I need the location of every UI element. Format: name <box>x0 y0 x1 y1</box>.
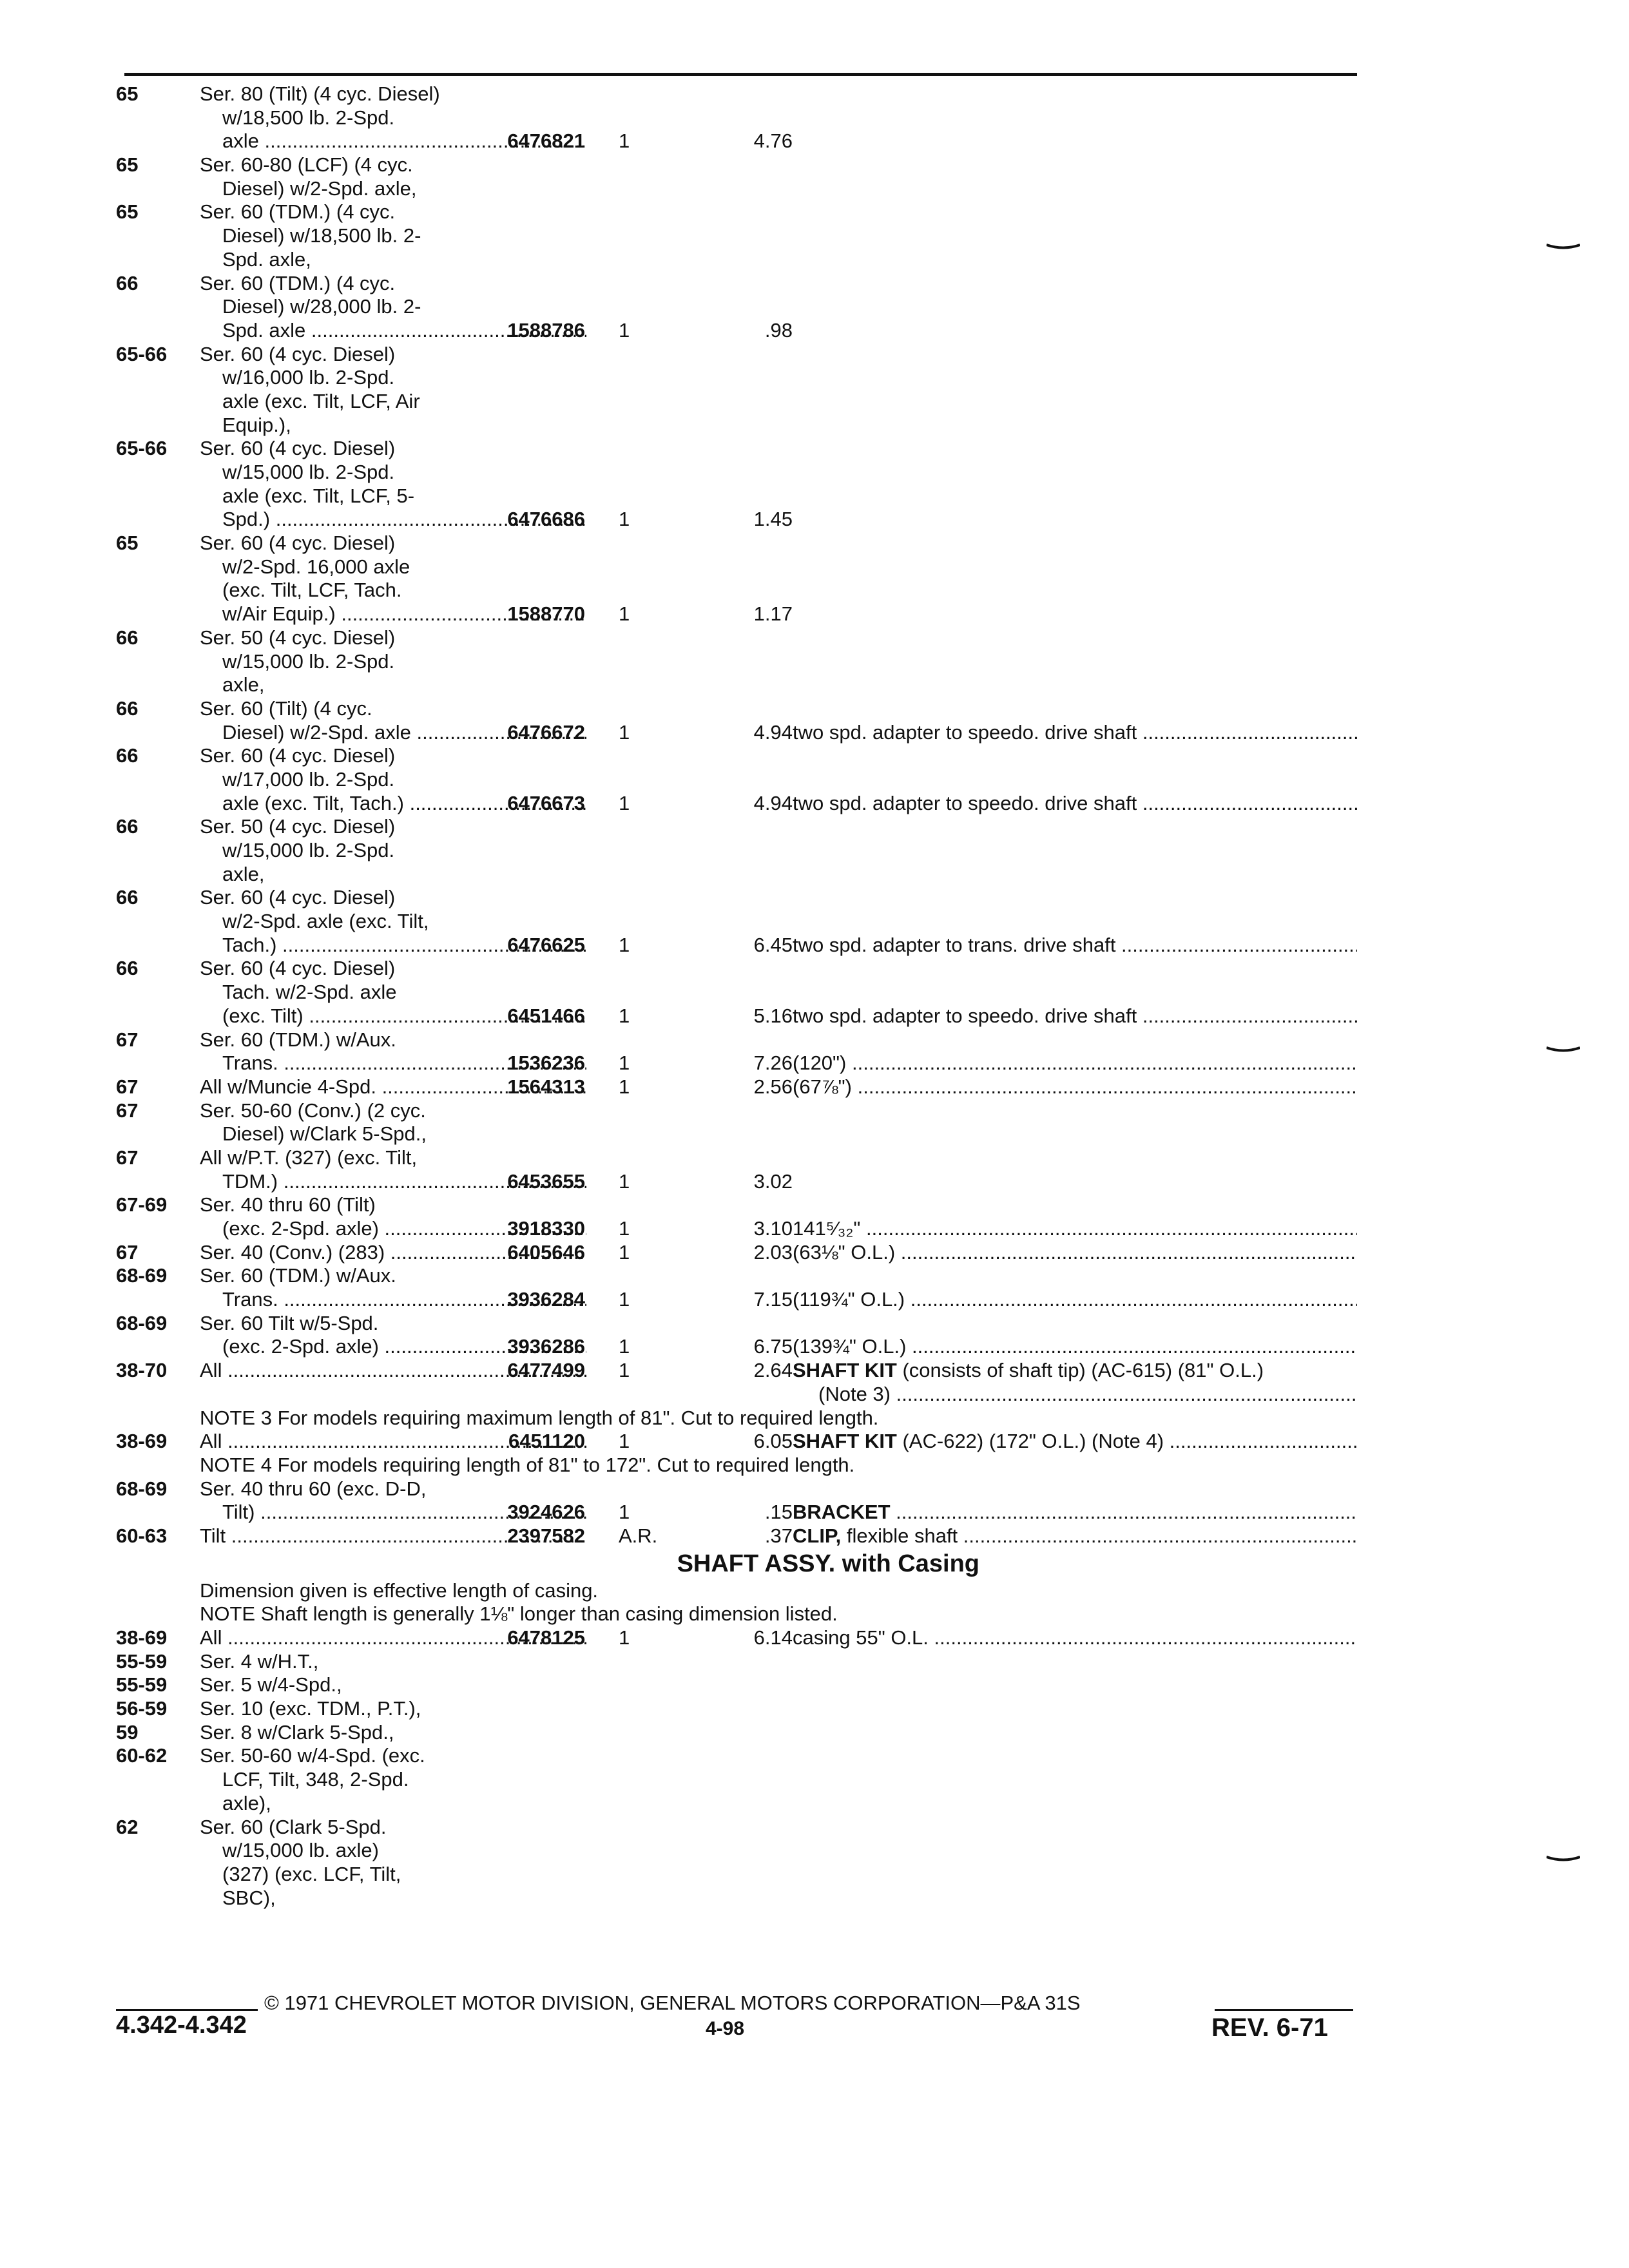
model-description: w/15,000 lb. 2-Spd. <box>222 461 395 483</box>
year-range: 65 <box>116 532 139 555</box>
year-range: 65 <box>116 82 139 105</box>
model-description: Ser. 60 (4 cyc. Diesel) <box>200 437 396 460</box>
item-notes <box>793 1052 1357 1075</box>
quantity: 1 <box>619 1240 630 1264</box>
catalog-row <box>116 343 1366 367</box>
item-notes <box>793 1359 1357 1383</box>
model-description: (exc. Tilt) ..... <box>222 1004 586 1028</box>
page-id: 4.342-4.342 <box>116 2012 247 2039</box>
item-notes <box>793 1430 1357 1454</box>
item-notes <box>793 1288 1357 1312</box>
catalog-row <box>116 1839 1366 1863</box>
model-description: w/2-Spd. axle (exc. Tilt, <box>222 910 429 933</box>
quantity: 1 <box>619 318 630 341</box>
note-3 <box>116 1407 1366 1430</box>
item-note-text: (63⅛" O.L.) <box>793 1240 896 1264</box>
section-note-2-text: NOTE Shaft length is generally 1⅛" longer than casing dimension listed. <box>200 1602 838 1626</box>
year-range: 65 <box>116 153 139 177</box>
catalog-row <box>116 1863 1366 1887</box>
item-notes <box>793 1217 1357 1241</box>
item-notes <box>793 1524 1357 1548</box>
catalog-row <box>116 839 1366 863</box>
quantity: 1 <box>619 1626 630 1649</box>
model-description: axle (exc. Tilt, Tach.) ..... <box>222 792 586 816</box>
year-range: 65 <box>116 200 139 224</box>
model-description: axle), <box>222 1791 271 1814</box>
item-notes <box>818 1383 1357 1407</box>
catalog-row <box>116 366 1366 390</box>
part-number: 3918330 <box>507 1217 585 1240</box>
year-range: 66 <box>116 957 139 980</box>
catalog-row <box>116 957 1366 981</box>
model-description: All w/Muncie 4-Spd. ..... <box>200 1075 586 1099</box>
model-description: Tach.) ..... <box>222 934 586 957</box>
model-description: Diesel) w/Clark 5-Spd., <box>222 1122 427 1146</box>
revision-label: REV. 6-71 <box>1211 2013 1328 2042</box>
part-number: 1564313 <box>507 1075 585 1098</box>
part-number: 6476673 <box>507 791 585 814</box>
item-note-text: (AC-622) (172" O.L.) (Note 4) <box>896 1430 1164 1453</box>
catalog-row <box>116 1146 1366 1170</box>
year-range: 38-69 <box>116 1626 168 1649</box>
part-number: 6451120 <box>508 1430 585 1453</box>
section-header <box>116 1548 1366 1579</box>
catalog-row <box>116 295 1366 319</box>
catalog-row <box>116 673 1366 697</box>
quantity: 1 <box>619 933 630 956</box>
catalog-row <box>116 390 1366 414</box>
model-description: w/17,000 lb. 2-Spd. <box>222 767 395 791</box>
part-number: 3936284 <box>507 1288 585 1311</box>
model-description: Diesel) w/18,500 lb. 2- <box>222 224 421 247</box>
item-note-text: 141⁵⁄₃₂" <box>793 1217 861 1240</box>
catalog-row <box>116 1430 1366 1454</box>
catalog-row <box>116 1744 1366 1768</box>
quantity: 1 <box>619 1217 630 1240</box>
model-description: Ser. 60 (4 cyc. Diesel) <box>200 886 396 909</box>
catalog-row <box>116 82 1366 106</box>
year-range: 68-69 <box>116 1311 168 1334</box>
item-note-text: (Note 3) <box>818 1382 891 1405</box>
catalog-row <box>116 1477 1366 1501</box>
item-note-text: (119¾" O.L.) <box>793 1288 905 1311</box>
item-note-text: (67⅞") <box>793 1075 852 1098</box>
parts-block-speedo-shafts <box>116 82 1366 1407</box>
quantity: 1 <box>619 791 630 814</box>
year-range: 66 <box>116 886 139 909</box>
quantity: 1 <box>619 508 630 531</box>
model-description: Ser. 60 (TDM.) (4 cyc. <box>200 271 396 294</box>
catalog-row <box>116 1052 1366 1075</box>
model-description: Tach. w/2-Spd. axle <box>222 981 397 1004</box>
year-range: 67 <box>116 1099 139 1122</box>
quantity: A.R. <box>619 1524 658 1547</box>
model-description: w/15,000 lb. 2-Spd. <box>222 839 395 861</box>
copyright-line: © 1971 CHEVROLET MOTOR DIVISION, GENERAL MOTORS CORPORATION—P&A 31S <box>264 1992 1081 2014</box>
model-description: axle ..... <box>222 130 586 153</box>
model-description: Ser. 60 (4 cyc. Diesel) <box>200 342 396 365</box>
parts-block-shaft-kit <box>116 1430 1366 1454</box>
item-notes <box>793 1241 1357 1265</box>
model-description: Ser. 60 (TDM.) w/Aux. <box>200 1028 396 1051</box>
model-description: Ser. 50-60 (Conv.) (2 cyc. <box>200 1099 426 1122</box>
catalog-row <box>116 414 1366 437</box>
model-description: Trans. ..... <box>222 1288 586 1312</box>
catalog-row <box>116 1697 1366 1721</box>
model-description: Ser. 50-60 w/4-Spd. (exc. <box>200 1744 425 1767</box>
year-range: 66 <box>116 271 139 294</box>
model-description: w/15,000 lb. axle) <box>222 1839 379 1862</box>
item-note-text: flexible shaft <box>841 1524 958 1547</box>
catalog-row <box>116 1217 1366 1241</box>
catalog-row <box>116 626 1366 650</box>
catalog-row <box>116 1768 1366 1792</box>
item-notes <box>793 721 1357 745</box>
model-description: Ser. 50 (4 cyc. Diesel) <box>200 815 396 838</box>
price: 6.75 <box>753 1335 793 1358</box>
year-range: 67-69 <box>116 1193 168 1216</box>
binding-hole-mark-bottom <box>1547 1856 1580 1862</box>
catalog-row <box>116 910 1366 934</box>
catalog-row <box>116 555 1366 579</box>
part-number: 6478125 <box>507 1626 585 1649</box>
quantity: 1 <box>619 602 630 626</box>
part-number: 6476672 <box>507 720 585 744</box>
catalog-row <box>116 1099 1366 1123</box>
model-description: All ..... <box>200 1359 586 1383</box>
model-description: Ser. 60 (Clark 5-Spd. <box>200 1815 387 1838</box>
catalog-row <box>116 272 1366 296</box>
part-number: 6451466 <box>507 1004 585 1027</box>
catalog-row <box>116 1193 1366 1217</box>
model-description: Ser. 50 (4 cyc. Diesel) <box>200 626 396 649</box>
quantity: 1 <box>619 1004 630 1027</box>
item-name: SHAFT KIT <box>793 1430 897 1453</box>
year-range: 68-69 <box>116 1477 168 1500</box>
model-description: axle, <box>222 673 265 697</box>
section-note-2 <box>116 1602 1366 1626</box>
catalog-row <box>116 1335 1366 1359</box>
catalog-row <box>116 1028 1366 1052</box>
binding-hole-mark-middle <box>1547 1046 1580 1053</box>
model-description: (exc. Tilt, LCF, Tach. <box>222 579 402 602</box>
catalog-row <box>116 248 1366 272</box>
catalog-row <box>116 981 1366 1004</box>
catalog-row <box>116 1816 1366 1840</box>
item-note-text: (139¾" O.L.) <box>793 1335 907 1358</box>
parts-block-shaft-assy <box>116 1626 1366 1910</box>
year-range: 67 <box>116 1146 139 1169</box>
year-range: 59 <box>116 1720 139 1744</box>
footer-rule-right <box>1215 2009 1353 2011</box>
catalog-row <box>116 744 1366 768</box>
price: 4.94 <box>753 791 793 814</box>
price: 3.02 <box>753 1169 793 1193</box>
price: 3.10 <box>753 1217 793 1240</box>
model-description: Ser. 60 (TDM.) w/Aux. <box>200 1264 396 1287</box>
item-notes <box>793 1626 1357 1650</box>
catalog-row <box>116 602 1366 626</box>
catalog-row <box>116 768 1366 792</box>
model-description: (exc. 2-Spd. axle) ..... <box>222 1335 586 1359</box>
catalog-row <box>116 1887 1366 1910</box>
year-range: 55-59 <box>116 1673 168 1696</box>
quantity: 1 <box>619 1169 630 1193</box>
year-range: 66 <box>116 697 139 720</box>
item-note-text: two spd. adapter to trans. drive shaft <box>793 933 1116 956</box>
parts-block-bracket-clip <box>116 1477 1366 1548</box>
quantity: 1 <box>619 1335 630 1358</box>
quantity: 1 <box>619 1052 630 1075</box>
model-description: (exc. 2-Spd. axle) ..... <box>222 1217 586 1241</box>
model-description: All w/P.T. (327) (exc. Tilt, <box>200 1146 418 1169</box>
part-number: 1588786 <box>507 318 585 341</box>
model-description: Tilt ..... <box>200 1524 586 1548</box>
model-description: Ser. 60-80 (LCF) (4 cyc. <box>200 153 413 177</box>
price: 2.64 <box>753 1359 793 1382</box>
model-description: w/Air Equip.) ..... <box>222 602 586 626</box>
year-range: 60-62 <box>116 1744 168 1767</box>
part-number: 3924626 <box>507 1501 585 1524</box>
catalog-row <box>116 437 1366 461</box>
part-number: 6477499 <box>507 1359 585 1382</box>
price: .98 <box>764 318 793 341</box>
model-description: Spd.) ..... <box>222 508 586 532</box>
model-description: Ser. 10 (exc. TDM., P.T.), <box>200 1697 421 1720</box>
item-note-text: (120") <box>793 1052 847 1075</box>
model-description: Spd. axle, <box>222 247 311 271</box>
catalog-row <box>116 1524 1366 1548</box>
item-note-text: (consists of shaft tip) (AC-615) (81" O.L.) <box>896 1359 1264 1382</box>
catalog-row <box>116 721 1366 745</box>
item-name: BRACKET <box>793 1501 891 1524</box>
model-description: axle (exc. Tilt, LCF, Air <box>222 389 420 412</box>
price: .15 <box>764 1501 793 1524</box>
price: 6.14 <box>753 1626 793 1649</box>
catalog-row <box>116 1626 1366 1650</box>
section-note-1 <box>116 1579 1366 1603</box>
part-number: 1536236 <box>507 1052 585 1075</box>
price: 5.16 <box>753 1004 793 1027</box>
year-range: 67 <box>116 1028 139 1051</box>
catalog-row <box>116 697 1366 721</box>
catalog-row <box>116 1241 1366 1265</box>
catalog-row <box>116 106 1366 130</box>
year-range: 60-63 <box>116 1524 168 1547</box>
parts-catalog <box>116 82 1366 1910</box>
catalog-row <box>116 1501 1366 1524</box>
year-range: 65-66 <box>116 342 168 365</box>
catalog-row <box>116 485 1366 508</box>
model-description: Ser. 60 (4 cyc. Diesel) <box>200 957 396 980</box>
catalog-row <box>116 1359 1366 1383</box>
year-range: 38-69 <box>116 1430 168 1453</box>
quantity: 1 <box>619 1430 630 1453</box>
part-number: 1588770 <box>507 602 585 626</box>
catalog-row <box>116 1312 1366 1336</box>
catalog-row <box>116 153 1366 177</box>
catalog-row <box>116 130 1366 153</box>
catalog-row <box>116 934 1366 957</box>
quantity: 1 <box>619 1501 630 1524</box>
price: .37 <box>764 1524 793 1547</box>
footer-rule-left <box>116 2009 258 2011</box>
year-range: 67 <box>116 1240 139 1264</box>
model-description: Ser. 60 (Tilt) (4 cyc. <box>200 697 372 720</box>
model-description: Ser. 4 w/H.T., <box>200 1649 319 1673</box>
note-4-text: NOTE 4 For models requiring length of 81" to 172". Cut to required length. <box>200 1453 855 1476</box>
catalog-row <box>116 177 1366 201</box>
part-number: 6476821 <box>507 130 585 153</box>
part-number: 6405646 <box>507 1240 585 1264</box>
price: 7.26 <box>753 1052 793 1075</box>
model-description: Ser. 40 thru 60 (exc. D-D, <box>200 1477 427 1500</box>
model-description: Trans. ..... <box>222 1052 586 1075</box>
part-number: 6476686 <box>507 508 585 531</box>
year-range: 66 <box>116 815 139 838</box>
model-description: (327) (exc. LCF, Tilt, <box>222 1862 401 1885</box>
catalog-row <box>116 1383 1366 1407</box>
item-name: SHAFT KIT <box>793 1359 897 1382</box>
model-description: TDM.) ..... <box>222 1170 586 1194</box>
catalog-row <box>116 1792 1366 1816</box>
catalog-row <box>116 815 1366 839</box>
model-description: w/2-Spd. 16,000 axle <box>222 555 410 578</box>
part-number: 3936286 <box>507 1335 585 1358</box>
model-description: Diesel) w/28,000 lb. 2- <box>222 295 421 318</box>
model-description: w/18,500 lb. 2-Spd. <box>222 106 395 129</box>
price: 7.15 <box>753 1288 793 1311</box>
section-note-1-text: Dimension given is effective length of casing. <box>200 1579 599 1602</box>
item-notes <box>793 934 1357 957</box>
catalog-row <box>116 650 1366 674</box>
catalog-row <box>116 1673 1366 1697</box>
model-description: Ser. 60 Tilt w/5-Spd. <box>200 1311 379 1334</box>
model-description: Ser. 5 w/4-Spd., <box>200 1673 342 1696</box>
catalog-row <box>116 792 1366 816</box>
binding-hole-mark-top <box>1547 244 1580 250</box>
catalog-row <box>116 1288 1366 1312</box>
catalog-row <box>116 1170 1366 1194</box>
catalog-row <box>116 886 1366 910</box>
model-description: LCF, Tilt, 348, 2-Spd. <box>222 1768 409 1791</box>
note-4 <box>116 1454 1366 1477</box>
catalog-row <box>116 1075 1366 1099</box>
price: 1.45 <box>753 508 793 531</box>
model-description: Spd. axle ..... <box>222 319 586 343</box>
catalog-row <box>116 224 1366 248</box>
year-range: 65-66 <box>116 437 168 460</box>
model-description: Ser. 80 (Tilt) (4 cyc. Diesel) <box>200 82 440 105</box>
note-3-text: NOTE 3 For models requiring maximum length of 81". Cut to required length. <box>200 1406 879 1429</box>
quantity: 1 <box>619 1075 630 1098</box>
price: 4.94 <box>753 720 793 744</box>
model-description: SBC), <box>222 1886 276 1909</box>
page-number: 4-98 <box>706 2018 745 2039</box>
item-note-text: two spd. adapter to speedo. drive shaft <box>793 1004 1137 1027</box>
year-range: 67 <box>116 1075 139 1098</box>
model-description: Tilt) ..... <box>222 1501 586 1524</box>
catalog-row <box>116 532 1366 555</box>
price: 6.05 <box>753 1430 793 1453</box>
part-number: 6453655 <box>507 1169 585 1193</box>
item-note-text: casing 55" O.L. <box>793 1626 929 1649</box>
catalog-row <box>116 508 1366 532</box>
catalog-row <box>116 1650 1366 1674</box>
item-name: CLIP, <box>793 1524 842 1547</box>
model-description: axle, <box>222 862 265 885</box>
quantity: 1 <box>619 720 630 744</box>
model-description: Ser. 8 w/Clark 5-Spd., <box>200 1720 394 1744</box>
year-range: 56-59 <box>116 1697 168 1720</box>
model-description: axle (exc. Tilt, LCF, 5- <box>222 484 415 507</box>
model-description: Ser. 60 (4 cyc. Diesel) <box>200 744 396 767</box>
model-description: w/16,000 lb. 2-Spd. <box>222 366 395 389</box>
catalog-row <box>116 863 1366 887</box>
item-notes <box>793 1501 1357 1524</box>
model-description: Ser. 60 (TDM.) (4 cyc. <box>200 200 396 224</box>
item-note-text: two spd. adapter to speedo. drive shaft <box>793 791 1137 814</box>
year-range: 38-70 <box>116 1359 168 1382</box>
price: 1.17 <box>753 602 793 626</box>
catalog-row <box>116 1264 1366 1288</box>
model-description: Equip.), <box>222 413 291 436</box>
year-range: 66 <box>116 626 139 649</box>
top-rule <box>124 73 1357 76</box>
catalog-row <box>116 1004 1366 1028</box>
model-description: All ..... <box>200 1626 586 1650</box>
quantity: 1 <box>619 1359 630 1382</box>
quantity: 1 <box>619 1288 630 1311</box>
item-note-text: two spd. adapter to speedo. drive shaft <box>793 720 1137 744</box>
catalog-row <box>116 1721 1366 1745</box>
catalog-row <box>116 1122 1366 1146</box>
item-notes <box>793 792 1357 816</box>
model-description: Diesel) w/2-Spd. axle, <box>222 177 417 200</box>
year-range: 66 <box>116 744 139 767</box>
model-description: Diesel) w/2-Spd. axle ..... <box>222 721 586 745</box>
model-description: w/15,000 lb. 2-Spd. <box>222 649 395 673</box>
year-range: 68-69 <box>116 1264 168 1287</box>
catalog-row <box>116 579 1366 602</box>
model-description: All ..... <box>200 1430 586 1454</box>
price: 2.56 <box>753 1075 793 1098</box>
model-description: Ser. 60 (4 cyc. Diesel) <box>200 532 396 555</box>
price: 2.03 <box>753 1240 793 1264</box>
item-notes <box>793 1004 1357 1028</box>
section-title: SHAFT ASSY. with Casing <box>677 1550 979 1577</box>
catalog-row <box>116 200 1366 224</box>
item-notes <box>793 1335 1357 1359</box>
year-range: 62 <box>116 1815 139 1838</box>
price: 6.45 <box>753 933 793 956</box>
model-description: Ser. 40 thru 60 (Tilt) <box>200 1193 376 1216</box>
model-description: Ser. 40 (Conv.) (283) ..... <box>200 1241 586 1265</box>
catalog-row <box>116 461 1366 485</box>
part-number: 6476625 <box>507 933 585 956</box>
catalog-row <box>116 319 1366 343</box>
part-number: 2397582 <box>507 1524 585 1547</box>
year-range: 55-59 <box>116 1649 168 1673</box>
item-notes <box>793 1075 1357 1099</box>
price: 4.76 <box>753 130 793 153</box>
quantity: 1 <box>619 130 630 153</box>
